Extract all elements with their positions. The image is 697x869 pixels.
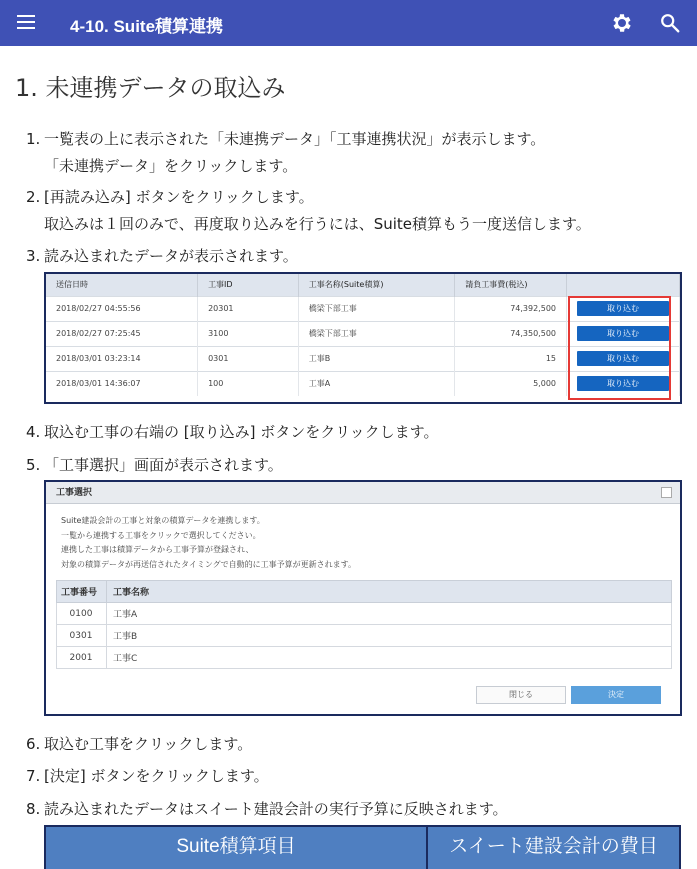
dialog-title: 工事選択	[56, 488, 93, 498]
close-button[interactable]: 閉じる	[476, 686, 566, 704]
step-8	[26, 796, 508, 823]
dialog-text-line: 連携した工事は積算データから工事予算が登録され、	[61, 545, 254, 554]
import-button[interactable]: 取り込む	[577, 301, 669, 316]
step-2	[26, 184, 591, 238]
column-header: 請負工事費(税込)	[455, 274, 567, 296]
confirm-button[interactable]: 決定	[571, 686, 661, 704]
dialog-text-line: 対象の積算データが再送信されたタイミングで自動的に工事予算が更新されます。	[61, 559, 357, 569]
amount-cell: 15	[455, 346, 567, 371]
project-code-cell: 0100	[57, 603, 107, 625]
id-cell: 20301	[198, 296, 299, 321]
step-text: 読み込まれたデータはスイート建設会計の実行予算に反映されます。	[44, 800, 508, 818]
dialog-text-line: Suite建設会計の工事と対象の積算データを連携します。	[61, 516, 265, 525]
name-cell: 橋梁下部工事	[298, 321, 454, 346]
id-cell: 3100	[198, 321, 299, 346]
import-data-screenshot	[44, 272, 682, 404]
page-title: 4-10. Suite積算連携	[70, 17, 224, 36]
step-number: 1.	[26, 130, 41, 148]
menu-icon[interactable]	[17, 15, 35, 30]
step-text: 「工事選択」画面が表示されます。	[44, 456, 283, 474]
step-1	[26, 126, 545, 180]
import-button[interactable]: 取り込む	[577, 351, 669, 366]
send-date-cell: 2018/02/27 04:55:56	[46, 296, 198, 321]
step-number: 2.	[26, 188, 41, 206]
step-text: 取込む工事の右端の [取り込み] ボタンをクリックします。	[44, 423, 439, 441]
import-button[interactable]: 取り込む	[577, 376, 669, 391]
dialog-title-bar	[46, 482, 680, 504]
search-icon[interactable]	[659, 12, 681, 34]
amount-cell: 74,392,500	[455, 296, 567, 321]
send-date-cell: 2018/03/01 14:36:07	[46, 371, 198, 396]
step-text: 取込む工事をクリックします。	[44, 735, 253, 753]
step-number: 7.	[26, 767, 41, 785]
amount-cell: 74,350,500	[455, 321, 567, 346]
id-cell: 0301	[198, 346, 299, 371]
column-header: 工事名称(Suite積算)	[298, 274, 454, 296]
mapping-column-accounting: スイート建設会計の費目	[449, 836, 658, 857]
table-row[interactable]	[57, 603, 672, 625]
step-6	[26, 731, 252, 758]
column-header: 送信日時	[46, 274, 198, 296]
dialog-close-checkbox[interactable]	[661, 487, 672, 498]
section-heading: 1. 未連携データの取込み	[15, 74, 286, 102]
step-number: 3.	[26, 247, 41, 265]
project-select-dialog-screenshot	[44, 480, 682, 716]
column-header: 工事番号	[57, 581, 107, 603]
top-app-bar	[0, 0, 697, 46]
step-text: [再読み込み] ボタンをクリックします。	[44, 188, 314, 206]
column-header	[567, 274, 680, 296]
project-name-cell: 工事B	[107, 625, 672, 647]
step-text: [決定] ボタンをクリックします。	[44, 767, 269, 785]
step-number: 8.	[26, 800, 41, 818]
step-text: 「未連携データ」をクリックします。	[44, 157, 298, 175]
project-code-cell: 2001	[57, 647, 107, 669]
amount-cell: 5,000	[455, 371, 567, 396]
send-date-cell: 2018/03/01 03:23:14	[46, 346, 198, 371]
step-text: 読み込まれたデータが表示されます。	[44, 247, 298, 265]
step-4	[26, 419, 438, 446]
gear-icon[interactable]	[610, 11, 634, 35]
mapping-table-header	[44, 825, 681, 869]
dialog-text-line: 一覧から連携する工事をクリックで選択してください。	[61, 530, 261, 540]
id-cell: 100	[198, 371, 299, 396]
dialog-description	[46, 504, 680, 572]
table-row[interactable]	[57, 647, 672, 669]
project-table	[56, 580, 672, 669]
step-text: 取込みは１回のみで、再度取り込みを行うには、Suite積算もう一度送信します。	[44, 215, 591, 233]
table-row[interactable]	[57, 625, 672, 647]
send-date-cell: 2018/02/27 07:25:45	[46, 321, 198, 346]
import-button[interactable]: 取り込む	[577, 326, 669, 341]
name-cell: 工事A	[298, 371, 454, 396]
name-cell: 工事B	[298, 346, 454, 371]
step-7	[26, 763, 269, 790]
name-cell: 橋梁下部工事	[298, 296, 454, 321]
project-name-cell: 工事A	[107, 603, 672, 625]
step-text: 一覧表の上に表示された「未連携データ」「工事連携状況」が表示します。	[44, 130, 546, 148]
highlight-box	[568, 296, 671, 400]
step-3	[26, 243, 298, 270]
column-header: 工事名称	[107, 581, 672, 603]
step-number: 6.	[26, 735, 41, 753]
step-number: 5.	[26, 456, 41, 474]
step-number: 4.	[26, 423, 41, 441]
project-name-cell: 工事C	[107, 647, 672, 669]
mapping-column-suite: Suite積算項目	[46, 827, 428, 869]
column-header: 工事ID	[198, 274, 299, 296]
project-code-cell: 0301	[57, 625, 107, 647]
step-5	[26, 452, 283, 479]
